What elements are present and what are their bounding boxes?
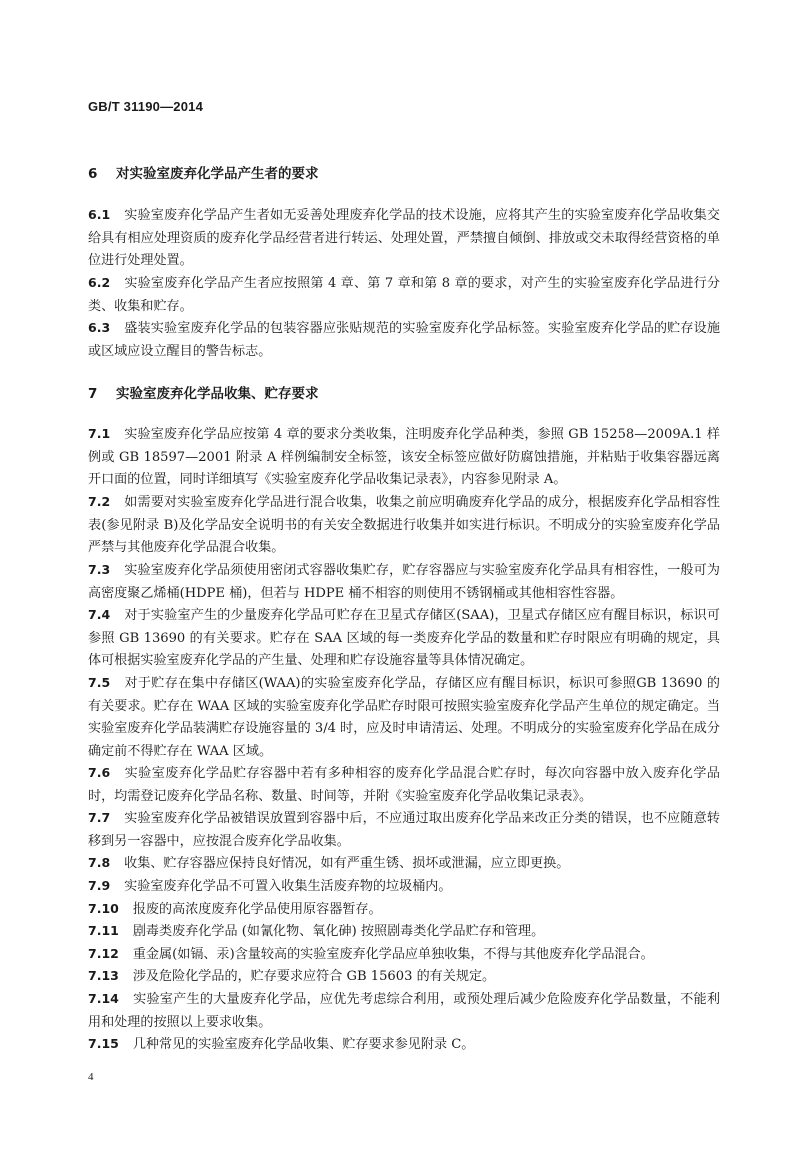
page-number: 4 [88, 1071, 94, 1083]
clause-text: 重金属(如镉、汞)含量较高的实验室废弃化学品应单独收集，不得与其他废弃化学品混合。 [132, 947, 654, 962]
clause-number: 7.8 [88, 855, 111, 870]
clause-number: 7.10 [88, 901, 119, 916]
clause-7-1 [88, 423, 720, 492]
clause-number: 7.14 [88, 991, 119, 1006]
clause-number: 7.13 [88, 968, 119, 983]
clause-text: 实验室产生的大量废弃化学品，应优先考虑综合利用，或预处理后减少危险废弃化学品数量，不能利用和处理的按照以上要求收集。 [88, 992, 720, 1030]
clause-number: 6.2 [88, 275, 111, 290]
clause-text: 盛装实验室废弃化学品的包装容器应张贴规范的实验室废弃化学品标签。实验室废弃化学品的贮存设施或区域应设立醒目的警告标志。 [88, 321, 720, 359]
clause-number: 7.4 [88, 607, 111, 622]
clause-number: 7.7 [88, 810, 111, 825]
clause-7-13 [88, 965, 720, 989]
clause-number: 7.1 [88, 426, 111, 441]
clause-text: 实验室废弃化学品应按第 4 章的要求分类收集，注明废弃化学品种类，参照 GB 15258—2009A.1 样例或 GB 18597—2001 附录 A 样例编制安全标签，该安全标签应做好防腐蚀措施，并粘贴于收集容器远离开口面的位置，同时详细填写《实验室废弃化学品收集记录表》，内容参见附录 A。 [88, 427, 720, 488]
clause-number: 7.15 [88, 1036, 119, 1051]
clause-text: 实验室废弃化学品产生者如无妥善处理废弃化学品的技术设施，应将其产生的实验室废弃化学品收集交给具有相应处理资质的废弃化学品经营者进行转运、处理处置，严禁擅自倾倒、排放或交未取得经营资格的单位进行处理处置。 [88, 208, 720, 269]
clause-text: 报废的高浓度废弃化学品使用原容器暂存。 [132, 902, 382, 917]
clause-text: 几种常见的实验室废弃化学品收集、贮存要求参见附录 C。 [132, 1037, 475, 1052]
clause-7-15 [88, 1033, 720, 1057]
section-title: 对实验室废弃化学品产生者的要求 [116, 166, 319, 182]
clause-7-2 [88, 491, 720, 560]
clause-number: 7.5 [88, 675, 111, 690]
clause-text: 对于贮存在集中存储区(WAA)的实验室废弃化学品，存储区应有醒目标识，标识可参照GB 13690 的有关要求。贮存在 WAA 区域的实验室废弃化学品贮存时限可按照实验室废弃化学品产生单位的规定确定。当实验室废弃化学品装满贮存设施容量的 3/4 时，应及时申请清运、处理。不明成分的实验室废弃化学品在成分确定前不得贮存在 WAA 区域。 [88, 676, 720, 759]
clause-text: 剧毒类废弃化学品 (如氰化物、氧化砷) 按照剧毒类化学品贮存和管理。 [132, 924, 545, 939]
section-heading-6 [88, 162, 319, 182]
clause-7-8 [88, 852, 720, 876]
clause-7-5 [88, 672, 720, 763]
clause-number: 7.2 [88, 494, 111, 509]
clause-7-3 [88, 559, 720, 605]
clause-6-3 [88, 317, 720, 363]
clause-text: 如需要对实验室废弃化学品进行混合收集，收集之前应明确废弃化学品的成分，根据废弃化学品相容性表(参见附录 B)及化学品安全说明书的有关安全数据进行收集并如实进行标识。不明成分的实验室废弃化学品严禁与其他废弃化学品混合收集。 [88, 495, 720, 556]
clause-6-1 [88, 204, 720, 273]
clause-number: 7.9 [88, 878, 111, 893]
clause-7-12 [88, 943, 720, 967]
clause-number: 6.3 [88, 320, 111, 335]
clause-number: 6.1 [88, 207, 111, 222]
section-title: 实验室废弃化学品收集、贮存要求 [116, 386, 319, 402]
clause-text: 实验室废弃化学品被错误放置到容器中后，不应通过取出废弃化学品来改正分类的错误，也不应随意转移到另一容器中，应按混合废弃化学品收集。 [88, 811, 720, 849]
clause-number: 7.6 [88, 765, 111, 780]
clause-number: 7.12 [88, 946, 119, 961]
clause-number: 7.11 [88, 923, 119, 938]
section-number: 6 [88, 166, 98, 182]
clause-7-9 [88, 875, 720, 899]
clause-7-11 [88, 920, 720, 944]
standard-code: GB/T 31190—2014 [88, 99, 204, 114]
clause-text: 对于实验室产生的少量废弃化学品可贮存在卫星式存储区(SAA)，卫星式存储区应有醒目标识，标识可参照 GB 13690 的有关要求。贮存在 SAA 区域的每一类废弃化学品的数量和贮存时限应有明确的规定，具体可根据实验室废弃化学品的产生量、处理和贮存设施容量等具体情况确定。 [88, 608, 720, 669]
section-heading-7 [88, 382, 319, 402]
clause-text: 收集、贮存容器应保持良好情况，如有严重生锈、损坏或泄漏，应立即更换。 [124, 856, 570, 871]
clause-7-10 [88, 898, 720, 922]
section-number: 7 [88, 386, 98, 402]
clause-7-7 [88, 807, 720, 853]
clause-text: 实验室废弃化学品须使用密闭式容器收集贮存，贮存容器应与实验室废弃化学品具有相容性，一般可为高密度聚乙烯桶(HDPE 桶)，但若与 HDPE 桶不相容的则使用不锈钢桶或其他相容性容器。 [88, 563, 720, 601]
clause-6-2 [88, 272, 720, 318]
clause-text: 实验室废弃化学品贮存容器中若有多种相容的废弃化学品混合贮存时，每次向容器中放入废弃化学品时，均需登记废弃化学品名称、数量、时间等，并附《实验室废弃化学品收集记录表》。 [88, 766, 720, 804]
clause-number: 7.3 [88, 562, 111, 577]
clause-7-6 [88, 762, 720, 808]
clause-7-4 [88, 604, 720, 673]
clause-7-14 [88, 988, 720, 1034]
clause-text: 实验室废弃化学品产生者应按照第 4 章、第 7 章和第 8 章的要求，对产生的实验室废弃化学品进行分类、收集和贮存。 [88, 276, 720, 314]
clause-text: 涉及危险化学品的，贮存要求应符合 GB 15603 的有关规定。 [132, 969, 496, 984]
clause-text: 实验室废弃化学品不可置入收集生活废弃物的垃圾桶内。 [124, 879, 452, 894]
